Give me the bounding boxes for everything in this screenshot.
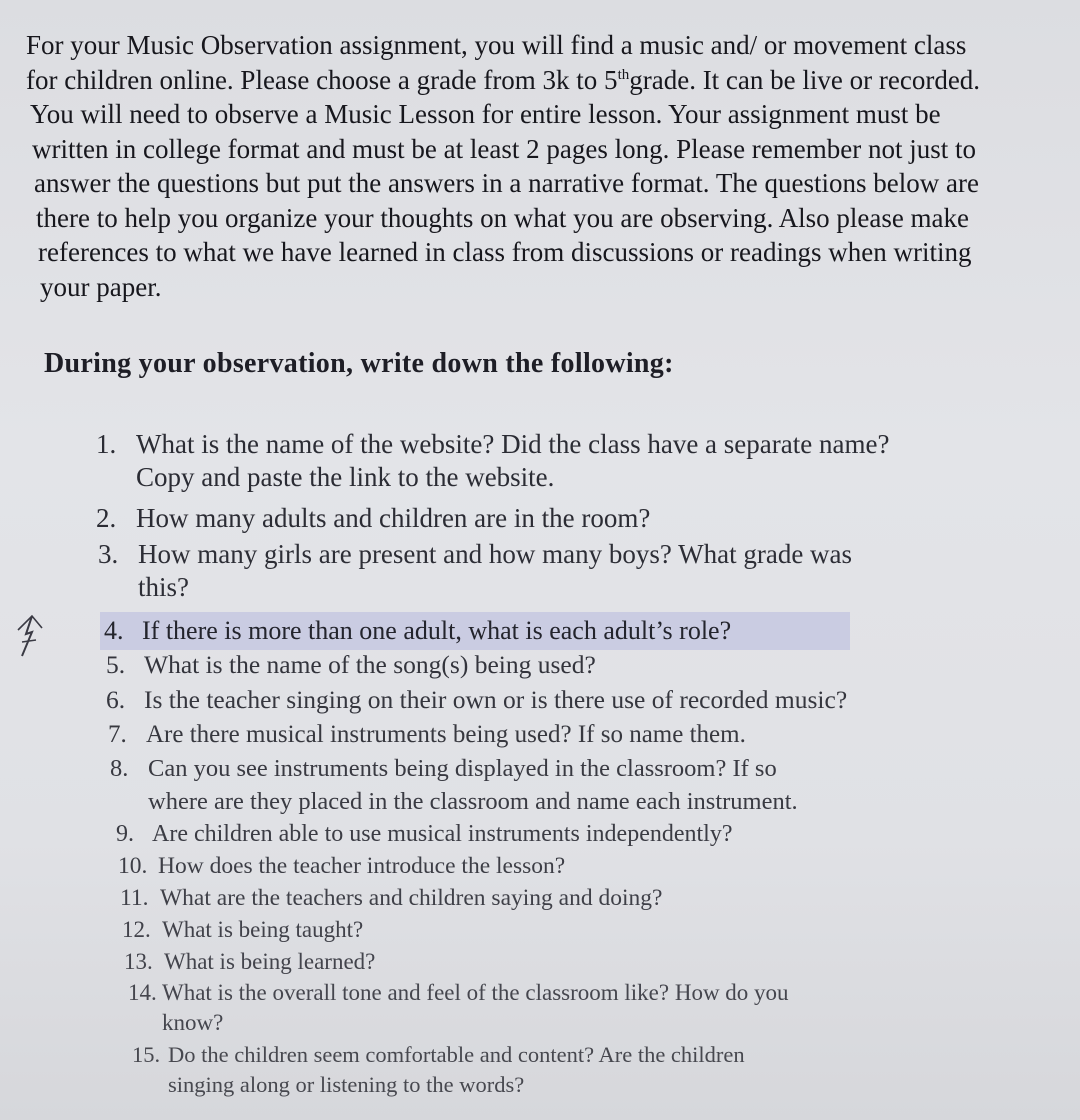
question-text: What is the name of the song(s) being used?: [144, 650, 596, 679]
question-text: How many girls are present and how many boys? What grade was: [138, 539, 853, 569]
question-continuation: Copy and paste the link to the website.: [136, 462, 555, 492]
question-number: 13.: [124, 949, 153, 974]
question-item: [122, 914, 363, 946]
question-number: 15.: [132, 1042, 161, 1067]
question-item: [104, 614, 731, 647]
question-item: [96, 502, 650, 535]
question-item: [106, 683, 847, 716]
question-item: [128, 978, 789, 1038]
question-text: What is being taught?: [162, 917, 364, 942]
question-item: [124, 946, 375, 978]
intro-line: written in college format and must be at least 2 pages long. Please remember not just to: [32, 133, 976, 164]
question-text: What is the overall tone and feel of the classroom like? How do you: [162, 980, 789, 1005]
question-item: [116, 818, 733, 850]
intro-line-text: for children online. Please choose a grade from 3k to 5: [26, 64, 618, 95]
question-item: [106, 648, 596, 681]
ordinal-suffix: th: [617, 66, 630, 83]
question-item: [120, 882, 662, 914]
question-text: Can you see instruments being displayed in the classroom? If so: [148, 755, 777, 782]
question-number: 8.: [110, 755, 129, 782]
question-text: If there is more than one adult, what is each adult’s role?: [142, 616, 732, 645]
intro-line: You will need to observe a Music Lesson for entire lesson. Your assignment must be: [30, 99, 941, 129]
section-heading: During your observation, write down the following:: [44, 348, 674, 379]
question-text: How does the teacher introduce the lesson?: [158, 853, 566, 879]
intro-line: your paper.: [40, 271, 162, 302]
question-number: 7.: [108, 721, 127, 748]
question-item: [110, 752, 798, 818]
question-number: 4.: [104, 616, 124, 645]
question-number: 5.: [106, 650, 126, 679]
question-continuation: singing along or listening to the words?: [168, 1072, 525, 1097]
question-item: [98, 538, 852, 604]
question-number: 1.: [96, 429, 117, 459]
intro-line: answer the questions but put the answers in a narrative format. The questions below are: [34, 168, 979, 198]
question-number: 2.: [96, 503, 117, 533]
intro-line-tail: grade. It can be live or recorded.: [629, 64, 981, 95]
question-number: 6.: [106, 685, 126, 714]
question-number: 9.: [116, 821, 134, 847]
question-text: What are the teachers and children saying and doing?: [160, 885, 663, 911]
question-number: 12.: [122, 917, 151, 942]
question-continuation: know?: [162, 1010, 224, 1035]
question-item: [96, 428, 889, 494]
intro-line: For your Music Observation assignment, you will find a music and/ or movement class: [26, 30, 967, 60]
question-text: How many adults and children are in the room?: [136, 503, 651, 533]
question-text: Do the children seem comfortable and content? Are the children: [168, 1042, 745, 1067]
question-number: 14.: [128, 980, 157, 1005]
question-text: What is being learned?: [164, 949, 376, 974]
question-number: 11.: [120, 885, 149, 911]
question-item: [118, 850, 565, 882]
question-item: [108, 718, 746, 751]
question-text: Are children able to use musical instruments independently?: [152, 821, 733, 847]
intro-line: there to help you organize your thoughts on what you are observing. Also please make: [36, 202, 970, 233]
question-item: [132, 1040, 745, 1100]
question-text: Is the teacher singing on their own or is there use of recorded music?: [144, 685, 848, 714]
question-text: Are there musical instruments being used? If so name them.: [146, 721, 746, 748]
question-continuation: where are they placed in the classroom and name each instrument.: [148, 788, 798, 815]
intro-line: references to what we have learned in class from discussions or readings when writing: [38, 237, 972, 267]
question-text: What is the name of the website? Did the class have a separate name?: [136, 429, 890, 459]
question-continuation: this?: [138, 572, 189, 602]
question-number: 10.: [118, 853, 148, 879]
question-number: 3.: [98, 539, 119, 569]
